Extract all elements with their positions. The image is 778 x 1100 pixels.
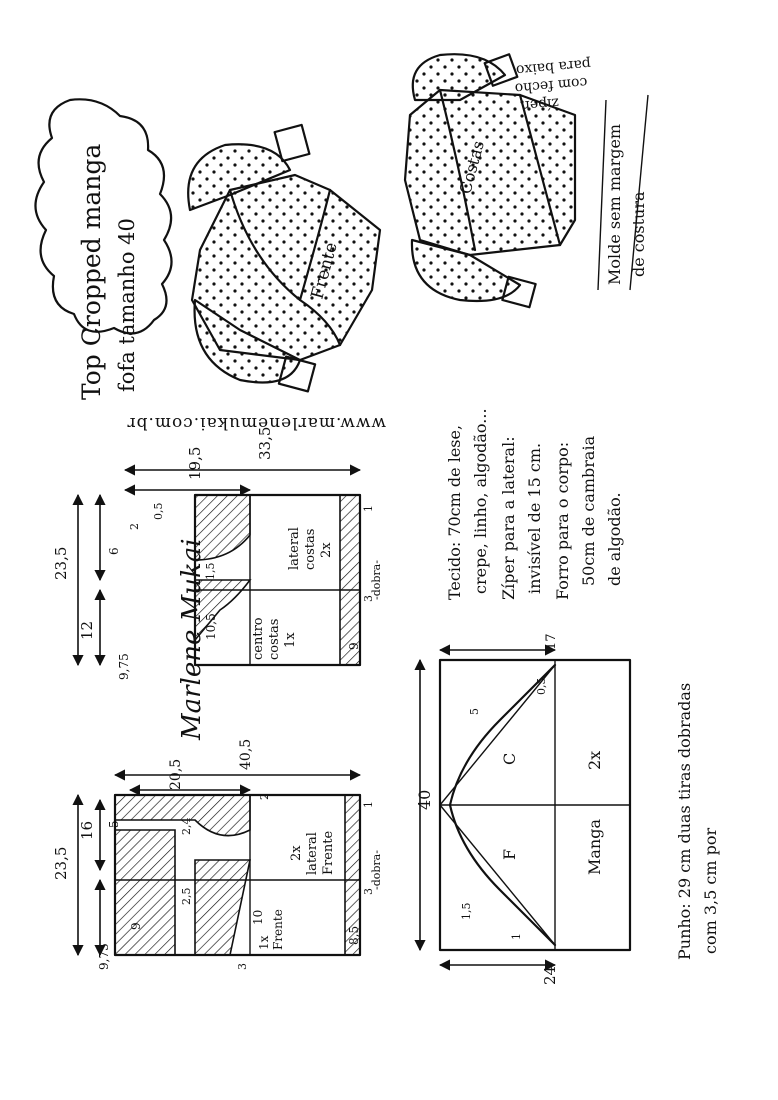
fabric-note-3: Zíper para a lateral: xyxy=(499,436,518,600)
frente-1: 1x xyxy=(257,935,271,950)
fabric-note-5: Forro para o corpo: xyxy=(553,441,572,600)
front-dim-7: 40,5 xyxy=(238,738,254,770)
back-dim-2: 12 xyxy=(78,620,96,640)
zipper-note-2: com fecho xyxy=(514,73,589,97)
centro-costas-2: costas xyxy=(267,618,282,660)
centro-costas-3: 1x xyxy=(283,632,298,648)
fabric-note-1: Tecido: 70cm de lese, xyxy=(445,424,464,600)
back-dim-13: 3 xyxy=(362,595,375,602)
back-dim-8: 19,5 xyxy=(186,446,204,480)
back-dim-3: 9,75 xyxy=(117,653,131,680)
seam-note-1: Molde sem margem xyxy=(605,123,624,285)
back-dim-12: 1 xyxy=(362,505,375,512)
front-dim-15: 3 xyxy=(362,888,375,895)
title-line-2: fofa tamanho 40 xyxy=(115,218,139,392)
fabric-note-6: 50cm de cambraia xyxy=(579,435,598,586)
cuff-notes xyxy=(675,683,720,960)
front-dim-9: 2,4 xyxy=(180,817,193,835)
lateral-costas-3: 2x xyxy=(319,542,334,558)
website-text: www.marlenemukai.com.br xyxy=(126,413,386,433)
front-dim-10: 2,5 xyxy=(180,887,193,905)
front-illustration xyxy=(188,125,380,392)
front-pattern xyxy=(52,739,383,970)
back-illustration xyxy=(405,54,595,307)
centro-costas-1: centro xyxy=(251,617,266,660)
frente-2: Frente xyxy=(271,909,285,950)
sleeve-pattern xyxy=(415,633,630,985)
lateral-frente-1: 2x xyxy=(289,845,304,861)
lateral-costas-2: costas xyxy=(303,528,318,570)
back-dobra: -dobra- xyxy=(370,560,383,600)
back-dim-1: 23,5 xyxy=(52,546,70,580)
fabric-notes xyxy=(445,408,624,600)
front-dobra: -dobra- xyxy=(370,850,383,890)
sleeve-dim-3: 17 xyxy=(544,633,559,650)
front-dim-5: 5 xyxy=(107,820,121,828)
sleeve-dim-6: 1,5 xyxy=(460,902,473,920)
back-dim-4: 6 xyxy=(107,547,121,555)
lateral-costas-1: lateral xyxy=(287,527,302,570)
back-pattern xyxy=(52,427,383,680)
fabric-note-2: crepe, linho, algodão... xyxy=(471,408,490,594)
seam-note-2: de costura xyxy=(629,191,648,277)
cuff-note-1: Punho: 29 cm duas tiras dobradas xyxy=(675,682,694,960)
title-cloud xyxy=(35,99,171,400)
fabric-note-7: de algodão. xyxy=(605,492,624,586)
sleeve-dim-7: 1 xyxy=(510,933,523,940)
sleeve-dim-5: 5 xyxy=(468,708,481,715)
signature: Marlene Mukai xyxy=(177,538,207,740)
lateral-frente-2: lateral xyxy=(305,832,320,875)
front-dim-8: 2 xyxy=(258,793,271,800)
zipper-note-1: zíper xyxy=(522,94,560,114)
front-dim-4: 9 xyxy=(129,922,143,930)
zipper-note-3: para baixo xyxy=(515,55,592,78)
sleeve-name-label: Manga xyxy=(585,818,604,875)
fabric-note-4: invisível de 15 cm. xyxy=(525,442,544,594)
sleeve-dim-4: 0,5 xyxy=(535,677,548,695)
sleeve-dim-2: 24 xyxy=(541,965,559,985)
sleeve-dim-1: 40 xyxy=(415,789,434,810)
front-dim-6: 20,5 xyxy=(168,758,184,790)
title-line-1: Top Cropped manga xyxy=(77,143,106,400)
front-dim-11: 10 xyxy=(251,909,265,925)
back-dim-11: 9 xyxy=(347,642,361,650)
front-dim-12: 8,5 xyxy=(347,925,361,945)
sleeve-front-label: F xyxy=(500,848,519,860)
back-dim-6: 0,5 xyxy=(152,502,165,520)
front-illustration-label: Frente xyxy=(307,240,342,302)
front-dim-2: 16 xyxy=(78,820,96,840)
front-dim-14: 1 xyxy=(362,801,375,808)
sleeve-back-label: C xyxy=(500,752,519,765)
back-dim-5: 2 xyxy=(128,523,141,530)
lateral-frente-3: Frente xyxy=(321,830,336,875)
back-illustration-label: Costas xyxy=(455,138,488,197)
sleeve-qty-label: 2x xyxy=(585,750,604,770)
front-dim-13: 3 xyxy=(236,963,249,970)
back-dim-10: 10,5 xyxy=(204,613,218,640)
cuff-note-2: com 3,5 cm por xyxy=(701,827,720,954)
front-dim-1: 23,5 xyxy=(52,846,70,880)
back-dim-9: 33,5 xyxy=(256,426,274,460)
back-dim-7: 1,5 xyxy=(204,562,217,580)
front-dim-3: 9,75 xyxy=(97,943,111,970)
